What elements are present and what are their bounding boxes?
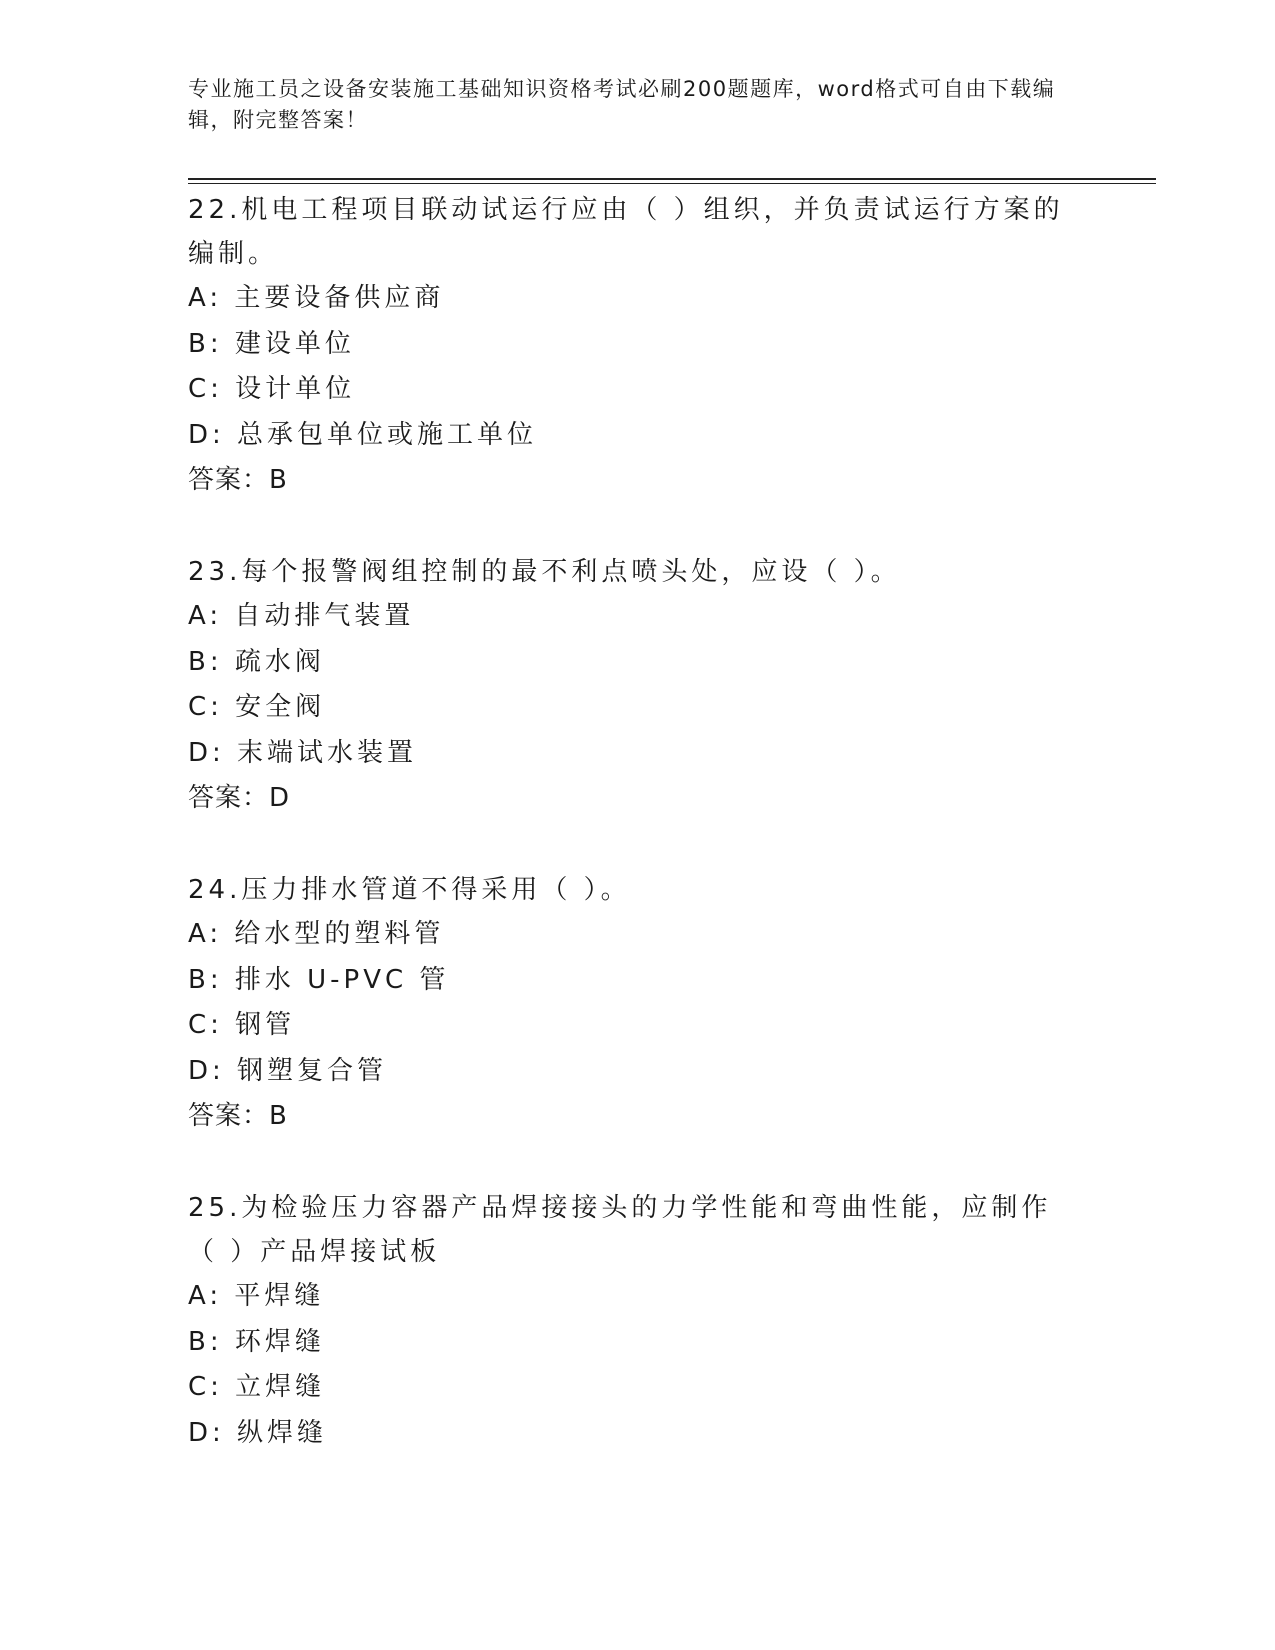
option-c: C: 设计单位 [188,374,356,404]
option-d: D: 总承包单位或施工单位 [188,419,538,450]
option-b: B: 环焊缝 [188,1326,325,1357]
question-25 [188,1186,1068,1456]
question-stem: 24.压力排水管道不得采用（ ）。 [188,875,631,905]
question-stem: 25.为检验压力容器产品焊接接头的力学性能和弯曲性能，应制作（ ）产品焊接试板 [188,1193,1052,1267]
header-rule-thick [188,178,1156,180]
option-d: D: 纵焊缝 [188,1417,328,1448]
option-c: C: 安全阀 [188,692,326,722]
question-gap [188,821,1068,868]
question-stem: 23.每个报警阀组控制的最不利点喷头处，应设（ ）。 [188,557,901,587]
option-b: B: 排水 U-PVC 管 [188,964,450,995]
question-23 [188,550,1068,821]
answer: 答案：B [188,465,288,495]
question-22 [188,188,1068,503]
option-d: D: 钢塑复合管 [188,1055,388,1086]
option-a: A: 主要设备供应商 [188,283,445,313]
option-b: B: 建设单位 [188,328,355,359]
question-gap [188,503,1068,550]
option-d: D: 末端试水装置 [188,737,418,768]
answer: 答案：B [188,1101,288,1131]
header-rule-thin [188,183,1156,184]
option-a: A: 给水型的塑料管 [188,919,445,949]
question-list [188,188,1068,1456]
option-c: C: 立焊缝 [188,1372,326,1402]
option-a: A: 自动排气装置 [188,601,415,631]
document-header: 专业施工员之设备安装施工基础知识资格考试必刷200题题库，word格式可自由下载编辑，附完整答案！ [188,77,1056,132]
question-stem: 22.机电工程项目联动试运行应由（ ）组织，并负责试运行方案的编制。 [188,195,1064,269]
option-b: B: 疏水阀 [188,646,325,677]
question-24 [188,868,1068,1139]
question-gap [188,1139,1068,1186]
option-a: A: 平焊缝 [188,1281,325,1311]
answer: 答案：D [188,783,291,813]
option-c: C: 钢管 [188,1010,296,1040]
